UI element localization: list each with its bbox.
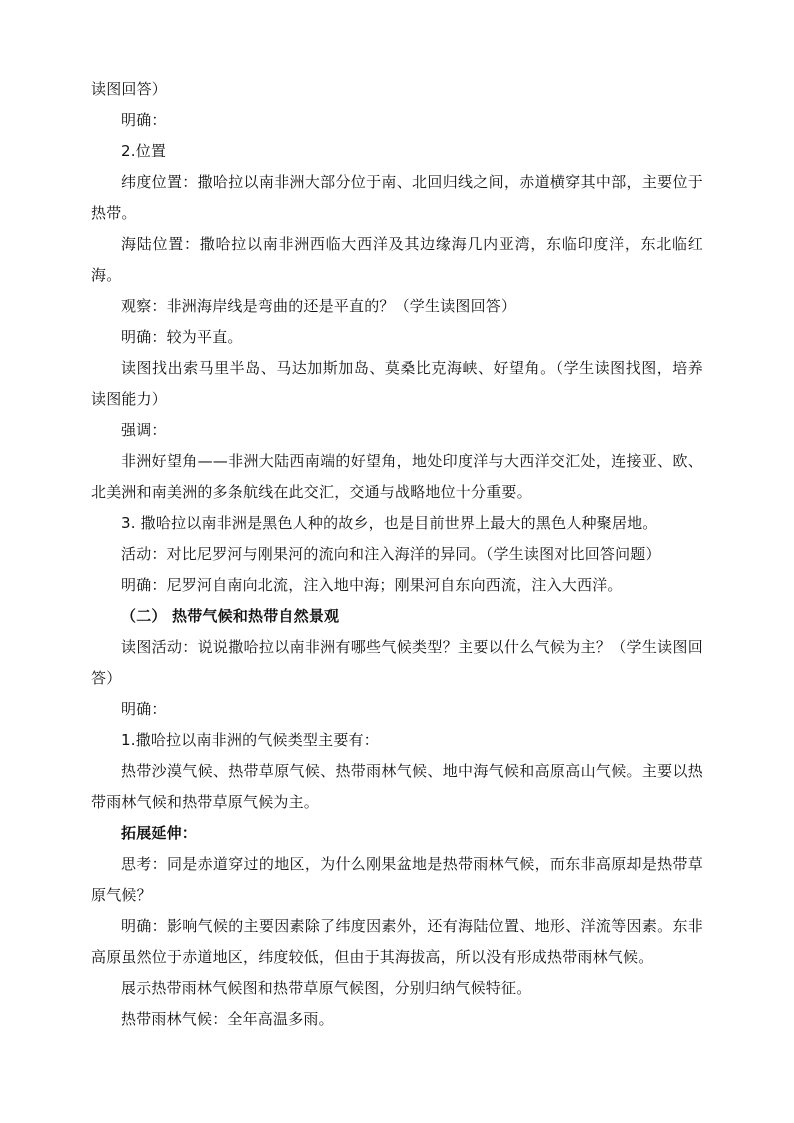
paragraph: 纬度位置：撒哈拉以南非洲大部分位于南、北回归线之间，赤道横穿其中部，主要位于热带。	[91, 173, 703, 222]
paragraph: 海陆位置：撒哈拉以南非洲西临大西洋及其边缘海几内亚湾，东临印度洋，东北临红海。	[91, 235, 703, 284]
paragraph: 明确：影响气候的主要因素除了纬度因素外，还有海陆位置、地形、洋流等因素。东非高原虽然位于赤道地区，纬度较低，但由于其海拔高，所以没有形成热带雨林气候。	[91, 917, 703, 966]
paragraph: 读图活动：说说撒哈拉以南非洲有哪些气候类型？主要以什么气候为主？（学生读图回答）	[91, 638, 703, 687]
paragraph: 观察：非洲海岸线是弯曲的还是平直的？（学生读图回答）	[121, 297, 517, 315]
paragraph: 展示热带雨林气候图和热带草原气候图，分别归纳气候特征。	[121, 979, 532, 997]
paragraph: 读图找出索马里半岛、马达加斯加岛、莫桑比克海峡、好望角。（学生读图找图，培养读图能力）	[91, 359, 703, 408]
paragraph: 热带雨林气候：全年高温多雨。	[121, 1010, 334, 1028]
document-page	[91, 74, 703, 1035]
paragraph: 明确：	[121, 700, 167, 718]
paragraph: 明确：	[121, 111, 167, 129]
section-heading: （二） 热带气候和热带自然景观	[121, 607, 340, 625]
paragraph: 1.撒哈拉以南非洲的气候类型主要有：	[121, 731, 379, 749]
paragraph: 热带沙漠气候、热带草原气候、热带雨林气候、地中海气候和高原高山气候。主要以热带雨林气候和热带草原气候为主。	[91, 762, 703, 811]
paragraph: 活动：对比尼罗河与刚果河的流向和注入海洋的异同。（学生读图对比回答问题）	[121, 545, 661, 563]
paragraph: 思考：同是赤道穿过的地区，为什么刚果盆地是热带雨林气候，而东非高原却是热带草原气候？	[91, 855, 703, 904]
paragraph: 明确：尼罗河自南向北流，注入地中海；刚果河自东向西流，注入大西洋。	[121, 576, 623, 594]
paragraph: 非洲好望角——非洲大陆西南端的好望角，地处印度洋与大西洋交汇处，连接亚、欧、北美洲和南美洲的多条航线在此交汇，交通与战略地位十分重要。	[91, 452, 703, 501]
paragraph: 强调：	[121, 421, 167, 439]
paragraph: 明确：较为平直。	[121, 328, 243, 346]
paragraph: 2.位置	[121, 142, 167, 160]
subsection-heading: 拓展延伸：	[121, 824, 198, 842]
paragraph: 3. 撒哈拉以南非洲是黑色人种的故乡，也是目前世界上最大的黑色人种聚居地。	[121, 514, 658, 532]
paragraph: 读图回答）	[91, 80, 168, 98]
